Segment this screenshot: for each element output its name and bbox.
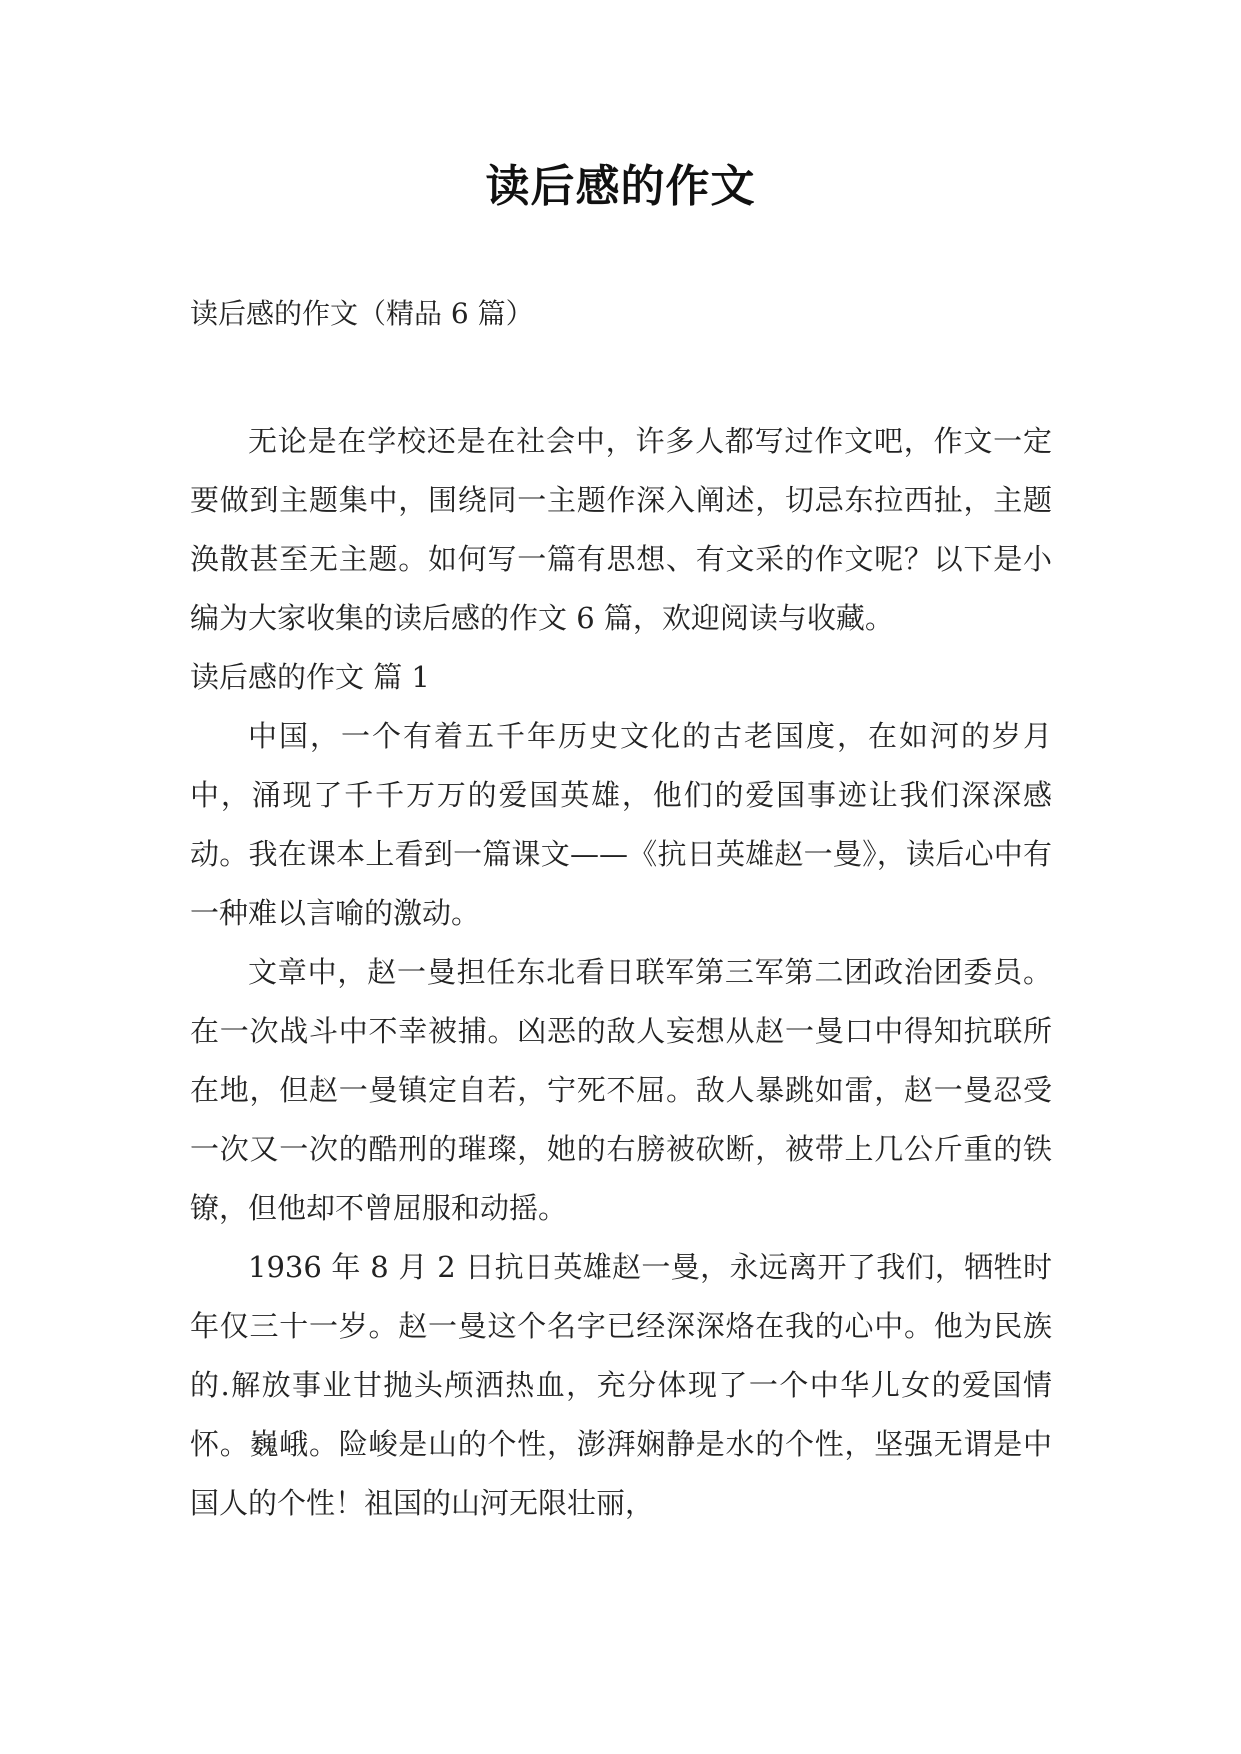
document-body [190, 412, 1052, 1533]
document-subtitle: 读后感的作文（精品 6 篇） [190, 297, 534, 330]
body-paragraph: 中国，一个有着五千年历史文化的古老国度，在如河的岁月中，涌现了千千万万的爱国英雄，他们的爱国事迹让我们深深感动。我在课本上看到一篇课文——《抗日英雄赵一曼》，读后心中有一种难以言喻的激动。 [190, 719, 1052, 930]
document-title: 读后感的作文 [485, 161, 756, 212]
body-paragraph: 文章中，赵一曼担任东北看日联军第三军第二团政治团委员。在一次战斗中不幸被捕。凶恶的敌人妄想从赵一曼口中得知抗联所在地，但赵一曼镇定自若，宁死不屈。敌人暴跳如雷，赵一曼忍受一次又一次的酷刑的璀璨，她的右膀被砍断，被带上几公斤重的铁镣，但他却不曾屈服和动摇。 [190, 955, 1052, 1225]
section-heading: 读后感的作文 篇 1 [190, 660, 430, 694]
intro-paragraph: 无论是在学校还是在社会中，许多人都写过作文吧，作文一定要做到主题集中，围绕同一主题作深入阐述，切忌东拉西扯，主题涣散甚至无主题。如何写一篇有思想、有文采的作文呢？以下是小编为大家收集的读后感的作文 6 篇，欢迎阅读与收藏。 [190, 424, 1052, 635]
body-paragraph: 1936 年 8 月 2 日抗日英雄赵一曼，永远离开了我们，牺牲时年仅三十一岁。赵一曼这个名字已经深深烙在我的心中。他为民族的.解放事业甘抛头颅洒热血，充分体现了一个中华儿女的爱国情怀。巍峨。险峻是山的个性，澎湃娴静是水的个性，坚强无谓是中国人的个性！祖国的山河无限壮丽， [190, 1250, 1052, 1520]
